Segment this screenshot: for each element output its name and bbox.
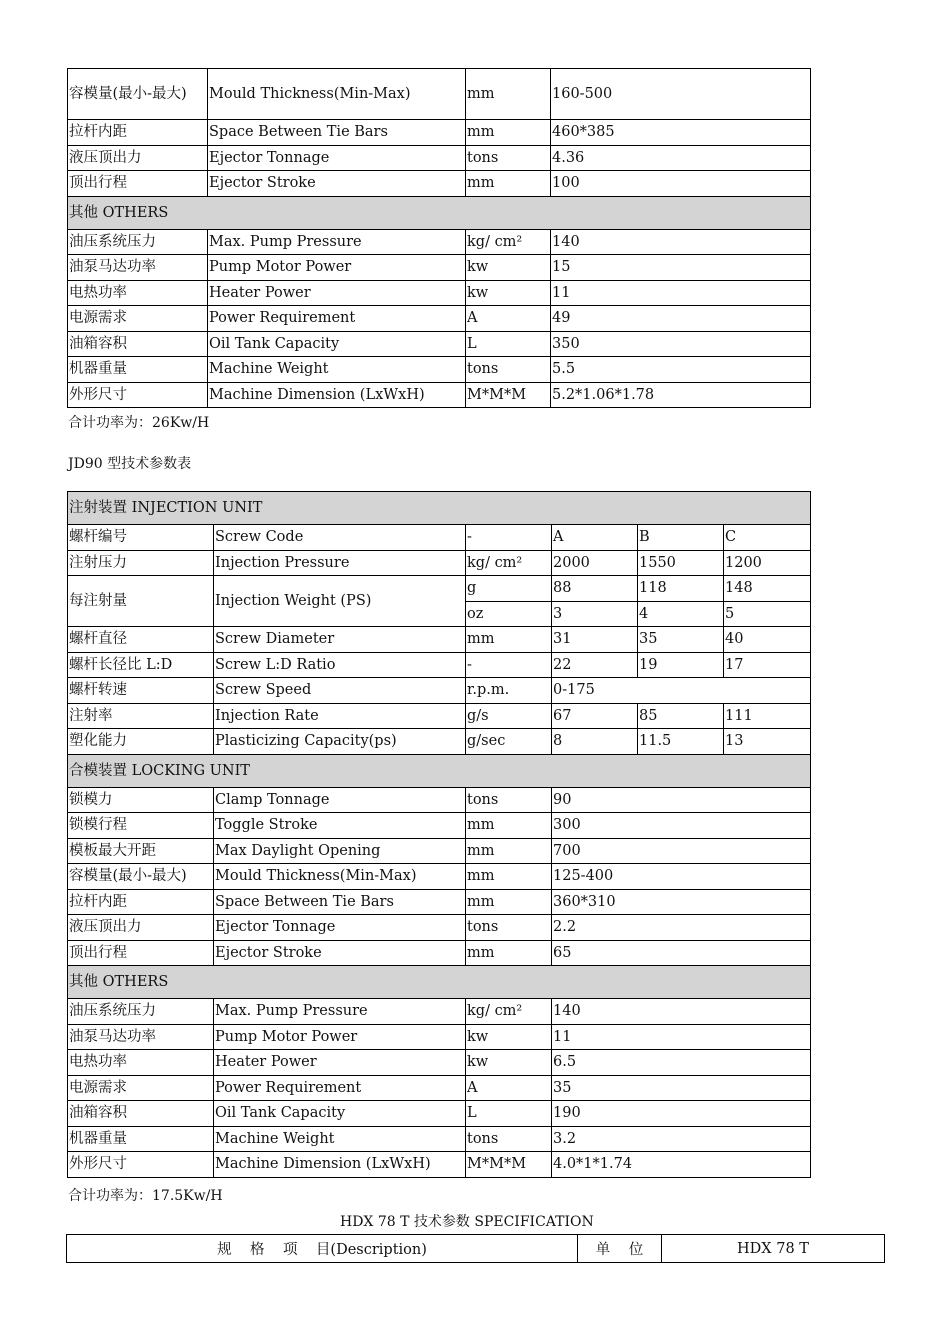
param-value: 5.5 — [551, 357, 811, 383]
param-en: Screw Code — [214, 525, 466, 551]
param-unit: mm — [466, 864, 552, 890]
table-row — [68, 940, 811, 966]
table-row — [68, 652, 811, 678]
param-en: Ejector Tonnage — [214, 915, 466, 941]
value-b: 1550 — [638, 550, 724, 576]
param-value: 0-175 — [552, 678, 811, 704]
header-unit: 单 位 — [578, 1235, 662, 1263]
param-unit: A — [466, 1075, 552, 1101]
param-en: Injection Weight (PS) — [214, 576, 466, 627]
param-unit: kw — [466, 1050, 552, 1076]
param-cn: 螺杆直径 — [68, 627, 214, 653]
param-value: 140 — [551, 229, 811, 255]
value-b: 85 — [638, 703, 724, 729]
param-en: Ejector Tonnage — [208, 145, 466, 171]
table-row — [68, 280, 811, 306]
param-unit: tons — [466, 357, 551, 383]
param-value: 65 — [552, 940, 811, 966]
section-title-locking: 合模装置 LOCKING UNIT — [68, 754, 811, 787]
table-row — [68, 678, 811, 704]
table-row — [68, 171, 811, 197]
param-cn: 电源需求 — [68, 1075, 214, 1101]
table-row — [68, 550, 811, 576]
param-en: Screw L:D Ratio — [214, 652, 466, 678]
param-unit: g — [466, 576, 552, 602]
param-en: Injection Rate — [214, 703, 466, 729]
value-c: 1200 — [724, 550, 811, 576]
param-unit: g/sec — [466, 729, 552, 755]
value-b: 19 — [638, 652, 724, 678]
section-header-row — [68, 754, 811, 787]
value-a: 67 — [552, 703, 638, 729]
param-en: Max Daylight Opening — [214, 838, 466, 864]
param-unit: mm — [466, 889, 552, 915]
hdx-header-table — [66, 1234, 885, 1263]
param-value: 15 — [551, 255, 811, 281]
param-unit: kg/ cm² — [466, 999, 552, 1025]
param-value: 190 — [552, 1101, 811, 1127]
table-row — [68, 627, 811, 653]
value-a: 22 — [552, 652, 638, 678]
value-c: 17 — [724, 652, 811, 678]
param-en: Heater Power — [208, 280, 466, 306]
value-c: 111 — [724, 703, 811, 729]
section-header-row — [68, 196, 811, 229]
param-unit: - — [466, 525, 552, 551]
param-value: 11 — [552, 1024, 811, 1050]
param-cn: 每注射量 — [68, 576, 214, 627]
table-row — [68, 576, 811, 602]
param-cn: 容模量(最小-最大) — [68, 864, 214, 890]
param-en: Screw Speed — [214, 678, 466, 704]
param-value: 90 — [552, 787, 811, 813]
table-row — [68, 1075, 811, 1101]
param-unit: oz — [466, 601, 552, 627]
param-cn: 液压顶出力 — [68, 915, 214, 941]
param-unit: L — [466, 331, 551, 357]
table-row — [68, 1024, 811, 1050]
param-unit: mm — [466, 813, 552, 839]
param-unit: mm — [466, 940, 552, 966]
param-unit: mm — [466, 69, 551, 120]
param-en: Power Requirement — [208, 306, 466, 332]
param-cn: 模板最大开距 — [68, 838, 214, 864]
param-value: 4.36 — [551, 145, 811, 171]
value-b: B — [638, 525, 724, 551]
param-en: Mould Thickness(Min-Max) — [214, 864, 466, 890]
param-cn: 锁模力 — [68, 787, 214, 813]
param-unit: kw — [466, 1024, 552, 1050]
param-en: Oil Tank Capacity — [208, 331, 466, 357]
value-a: 2000 — [552, 550, 638, 576]
section-header-row — [68, 492, 811, 525]
section-header-row — [68, 966, 811, 999]
param-value: 140 — [552, 999, 811, 1025]
value-c: 40 — [724, 627, 811, 653]
header-model: HDX 78 T — [662, 1235, 885, 1263]
param-unit: tons — [466, 145, 551, 171]
param-en: Screw Diameter — [214, 627, 466, 653]
param-value: 35 — [552, 1075, 811, 1101]
value-a: 31 — [552, 627, 638, 653]
value-a: 3 — [552, 601, 638, 627]
param-cn: 油箱容积 — [68, 1101, 214, 1127]
table-row — [68, 1101, 811, 1127]
param-value: 125-400 — [552, 864, 811, 890]
value-c: 148 — [724, 576, 811, 602]
param-unit: - — [466, 652, 552, 678]
param-unit: mm — [466, 838, 552, 864]
table-row — [68, 703, 811, 729]
param-en: Machine Weight — [208, 357, 466, 383]
param-value: 4.0*1*1.74 — [552, 1152, 811, 1178]
value-c: C — [724, 525, 811, 551]
table-row — [68, 889, 811, 915]
param-cn: 油压系统压力 — [68, 999, 214, 1025]
param-en: Mould Thickness(Min-Max) — [208, 69, 466, 120]
param-cn: 外形尺寸 — [68, 1152, 214, 1178]
param-value: 300 — [552, 813, 811, 839]
param-cn: 锁模行程 — [68, 813, 214, 839]
param-en: Ejector Stroke — [214, 940, 466, 966]
table-row — [68, 999, 811, 1025]
param-value: 700 — [552, 838, 811, 864]
param-value: 11 — [551, 280, 811, 306]
param-cn: 油泵马达功率 — [68, 255, 208, 281]
param-en: Injection Pressure — [214, 550, 466, 576]
value-a: 88 — [552, 576, 638, 602]
param-cn: 顶出行程 — [68, 171, 208, 197]
param-value: 460*385 — [551, 120, 811, 146]
table-row — [68, 1126, 811, 1152]
param-cn: 油泵马达功率 — [68, 1024, 214, 1050]
param-cn: 拉杆内距 — [68, 120, 208, 146]
param-cn: 容模量(最小-最大) — [68, 69, 208, 120]
param-cn: 外形尺寸 — [68, 382, 208, 408]
table-row — [68, 1050, 811, 1076]
table-row — [68, 306, 811, 332]
param-unit: tons — [466, 915, 552, 941]
param-unit: L — [466, 1101, 552, 1127]
table-row — [68, 1152, 811, 1178]
param-cn: 电热功率 — [68, 280, 208, 306]
param-cn: 电源需求 — [68, 306, 208, 332]
value-b: 4 — [638, 601, 724, 627]
table-row — [68, 382, 811, 408]
table-row — [68, 729, 811, 755]
param-value: 360*310 — [552, 889, 811, 915]
table-row — [68, 331, 811, 357]
param-en: Clamp Tonnage — [214, 787, 466, 813]
param-cn: 注射压力 — [68, 550, 214, 576]
param-cn: 塑化能力 — [68, 729, 214, 755]
value-a: A — [552, 525, 638, 551]
param-en: Heater Power — [214, 1050, 466, 1076]
param-value: 5.2*1.06*1.78 — [551, 382, 811, 408]
section-title-others: 其他 OTHERS — [68, 196, 811, 229]
param-en: Pump Motor Power — [214, 1024, 466, 1050]
param-unit: kg/ cm² — [466, 550, 552, 576]
param-en: Toggle Stroke — [214, 813, 466, 839]
param-en: Oil Tank Capacity — [214, 1101, 466, 1127]
table-row — [68, 813, 811, 839]
table-row — [68, 838, 811, 864]
param-en: Machine Dimension (LxWxH) — [208, 382, 466, 408]
table-row — [68, 525, 811, 551]
param-cn: 机器重量 — [68, 357, 208, 383]
table-row — [68, 915, 811, 941]
top-spec-table — [67, 68, 811, 408]
header-description: 规 格 项 目(Description) — [67, 1235, 578, 1263]
param-cn: 螺杆编号 — [68, 525, 214, 551]
total-power-note: 合计功率为：26Kw/H — [68, 415, 210, 431]
param-unit: g/s — [466, 703, 552, 729]
param-unit: mm — [466, 627, 552, 653]
param-en: Max. Pump Pressure — [208, 229, 466, 255]
param-cn: 电热功率 — [68, 1050, 214, 1076]
value-c: 13 — [724, 729, 811, 755]
table-row — [68, 357, 811, 383]
param-cn: 油压系统压力 — [68, 229, 208, 255]
table-row — [68, 120, 811, 146]
param-unit: tons — [466, 1126, 552, 1152]
param-value: 2.2 — [552, 915, 811, 941]
param-cn: 油箱容积 — [68, 331, 208, 357]
param-unit: A — [466, 306, 551, 332]
value-a: 8 — [552, 729, 638, 755]
param-unit: kw — [466, 280, 551, 306]
param-unit: M*M*M — [466, 1152, 552, 1178]
param-cn: 拉杆内距 — [68, 889, 214, 915]
table-row — [68, 787, 811, 813]
param-en: Pump Motor Power — [208, 255, 466, 281]
param-cn: 机器重量 — [68, 1126, 214, 1152]
table-row — [68, 69, 811, 120]
param-cn: 注射率 — [68, 703, 214, 729]
param-cn: 螺杆转速 — [68, 678, 214, 704]
value-b: 11.5 — [638, 729, 724, 755]
table-row — [68, 255, 811, 281]
param-value: 6.5 — [552, 1050, 811, 1076]
param-unit: M*M*M — [466, 382, 551, 408]
value-c: 5 — [724, 601, 811, 627]
param-cn: 液压顶出力 — [68, 145, 208, 171]
param-en: Space Between Tie Bars — [208, 120, 466, 146]
table-caption: JD90 型技术参数表 — [68, 456, 192, 472]
param-en: Machine Dimension (LxWxH) — [214, 1152, 466, 1178]
param-unit: kg/ cm² — [466, 229, 551, 255]
table-row — [68, 229, 811, 255]
param-en: Space Between Tie Bars — [214, 889, 466, 915]
param-value: 160-500 — [551, 69, 811, 120]
table-row — [67, 1235, 885, 1263]
section-title-injection: 注射装置 INJECTION UNIT — [68, 492, 811, 525]
param-unit: kw — [466, 255, 551, 281]
param-value: 3.2 — [552, 1126, 811, 1152]
jd90-spec-table — [67, 491, 811, 1178]
value-b: 118 — [638, 576, 724, 602]
param-value: 49 — [551, 306, 811, 332]
table-caption: HDX 78 T 技术参数 SPECIFICATION — [340, 1214, 594, 1230]
param-en: Plasticizing Capacity(ps) — [214, 729, 466, 755]
param-unit: mm — [466, 171, 551, 197]
param-unit: tons — [466, 787, 552, 813]
param-cn: 螺杆长径比 L:D — [68, 652, 214, 678]
param-unit: r.p.m. — [466, 678, 552, 704]
total-power-note: 合计功率为：17.5Kw/H — [68, 1188, 223, 1204]
section-title-others: 其他 OTHERS — [68, 966, 811, 999]
param-cn: 顶出行程 — [68, 940, 214, 966]
value-b: 35 — [638, 627, 724, 653]
param-en: Ejector Stroke — [208, 171, 466, 197]
param-unit: mm — [466, 120, 551, 146]
param-en: Machine Weight — [214, 1126, 466, 1152]
param-en: Power Requirement — [214, 1075, 466, 1101]
param-value: 100 — [551, 171, 811, 197]
table-row — [68, 864, 811, 890]
param-en: Max. Pump Pressure — [214, 999, 466, 1025]
table-row — [68, 145, 811, 171]
param-value: 350 — [551, 331, 811, 357]
